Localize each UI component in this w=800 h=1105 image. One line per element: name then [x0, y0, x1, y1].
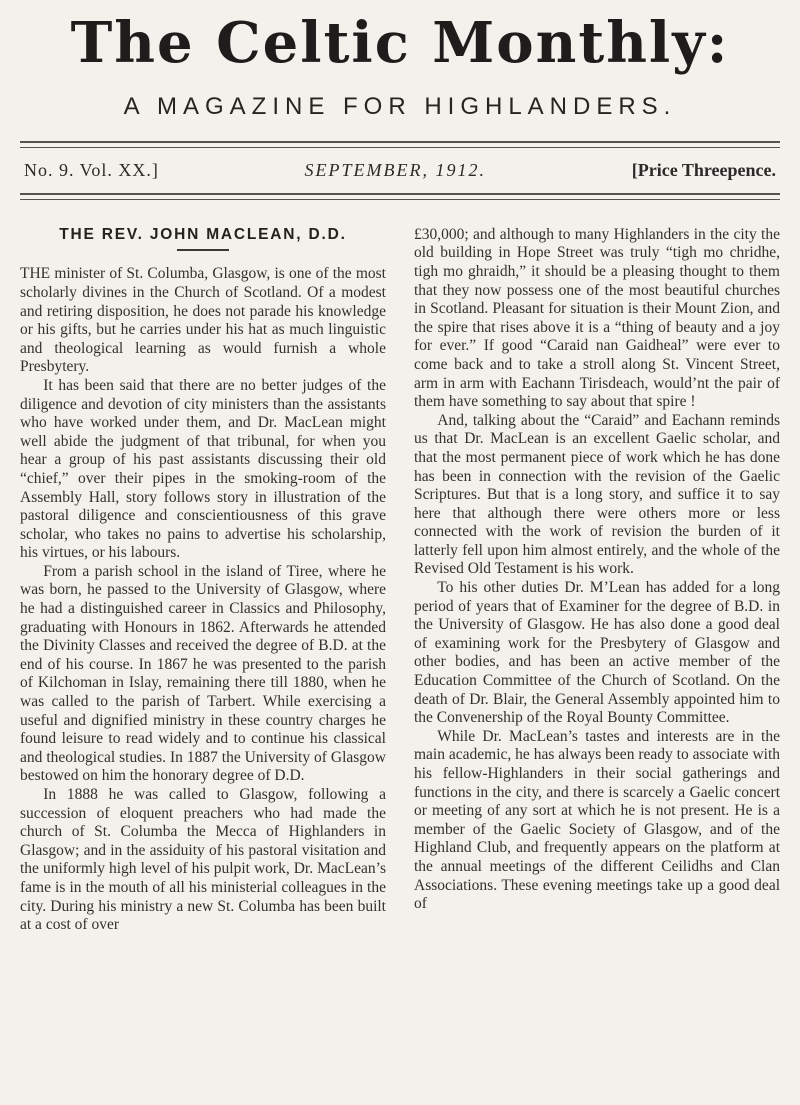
issue-price: [Price Threepence. [631, 159, 776, 180]
issue-date: SEPTEMBER, 1912. [304, 159, 487, 180]
magazine-subtitle: A MAGAZINE FOR HIGHLANDERS. [123, 92, 677, 120]
paragraph: From a parish school in the island of Tiree, where he was born, he passed to the University of Glasgow, where he had a distinguished career in Classics and Philosophy, graduating with Honours in 1862. Afterwards he attended the Divinity Classes and received the degree of B.D. at the end of his course. In 1867 he was presented to the parish of Kilchoman in Islay, remaining there till 1880, when he was called to the parish of Tarbert. While exercising a useful and dignified ministry in these country charges he found leisure to read widely and to continue his classical and theological studies. In 1887 the University of Glasgow bestowed on him the honorary degree of D.D. [20, 562, 386, 785]
paragraph: To his other duties Dr. M’Lean has added for a long period of years that of Examiner for the degree of B.D. in the University of Glasgow. He has also done a good deal of examining work for the Presbytery of Glasgow and other bodies, and has been an active member of the Education Committee of the Church of Scotland. On the death of Dr. Blair, the General Assembly appointed him to the Convenership of the Royal Bounty Committee. [414, 579, 780, 727]
paragraph: £30,000; and although to many Highlanders in the city the old building in Hope Street was truly “tigh mo chridhe, tigh mo ghraidh,” it should be a pleasing thought to them that they now possess one of the most beautiful churches in Scotland. Pleasant for situation is their Mount Zion, and the spire that rises above it is a “thing of beauty and a joy for ever.” If good “Caraid nan Gaidheal” were ever to come back and to take a stroll along St. Vincent Street, arm in arm with Eachann Tirisdeach, would’nt the pair of them have something to say about that spire ! [414, 225, 780, 411]
paragraph: And, talking about the “Caraid” and Eachann reminds us that Dr. MacLean is an excellent Gaelic scholar, and that the most permanent piece of work which he has done has been in connection with the revision of the Gaelic Scriptures. But that is a long story, and suffice it to say here that although there were others more or less connected with the work of revision the burden of it latterly fell upon him almost entirely, and the whole of the Revised Old Testament is his work. [414, 411, 780, 578]
article-title: THE REV. JOHN MACLEAN, D.D. [59, 225, 347, 243]
divider-rule-bottom [20, 193, 780, 200]
magazine-title: The Celtic Monthly: [70, 10, 730, 76]
right-column [414, 226, 780, 935]
paragraph: It has been said that there are no better judges of the diligence and devotion of city ministers than the assistants who have worked under them, and Dr. MacLean might well abide the judgment of that tribunal, for when you hear a group of his past assistants discussing their old “chief,” over their pipes in the smoking-room of the Assembly Hall, story follows story in illustration of the pastoral diligence and conscientiousness of this grave scholar, who takes no pains to advertise his scholarship, his virtues, or his labours. [20, 376, 386, 562]
left-column [20, 226, 386, 935]
paragraph: THE minister of St. Columba, Glasgow, is one of the most scholarly divines in the Church of Scotland. Of a modest and retiring disposition, he does not parade his knowledge or his gifts, but he carries under his hat as much linguistic and theological learning as would furnish a whole Presbytery. [20, 265, 386, 376]
article-body [20, 226, 780, 935]
paragraph: While Dr. MacLean’s tastes and interests are in the main academic, he has always been ready to associate with his fellow-Highlanders in their social gatherings and functions in the city, and there is scarcely a Gaelic concert or meeting of any sort at which he is not present. He is a member of the Gaelic Society of Glasgow, and of the Highland Club, and frequently appears on the platform at the annual meetings of the different Ceilidhs and Clan Associations. These evening meetings take up a good deal of [414, 727, 780, 913]
issue-line [20, 148, 780, 191]
masthead [20, 10, 780, 121]
issue-number: No. 9. Vol. XX.] [24, 159, 159, 180]
divider-rule-top [20, 141, 780, 148]
paragraph: In 1888 he was called to Glasgow, following a succession of eloquent preachers who had made the church of St. Columba the Mecca of Highlanders in Glasgow; and in the assiduity of his pastoral visitation and the uniformly high level of his pulpit work, Dr. MacLean’s fame is in the mouth of all his ministerial colleagues in the city. During his ministry a new St. Columba has been built at a cost of over [20, 786, 386, 934]
article-title-rule [177, 249, 229, 251]
